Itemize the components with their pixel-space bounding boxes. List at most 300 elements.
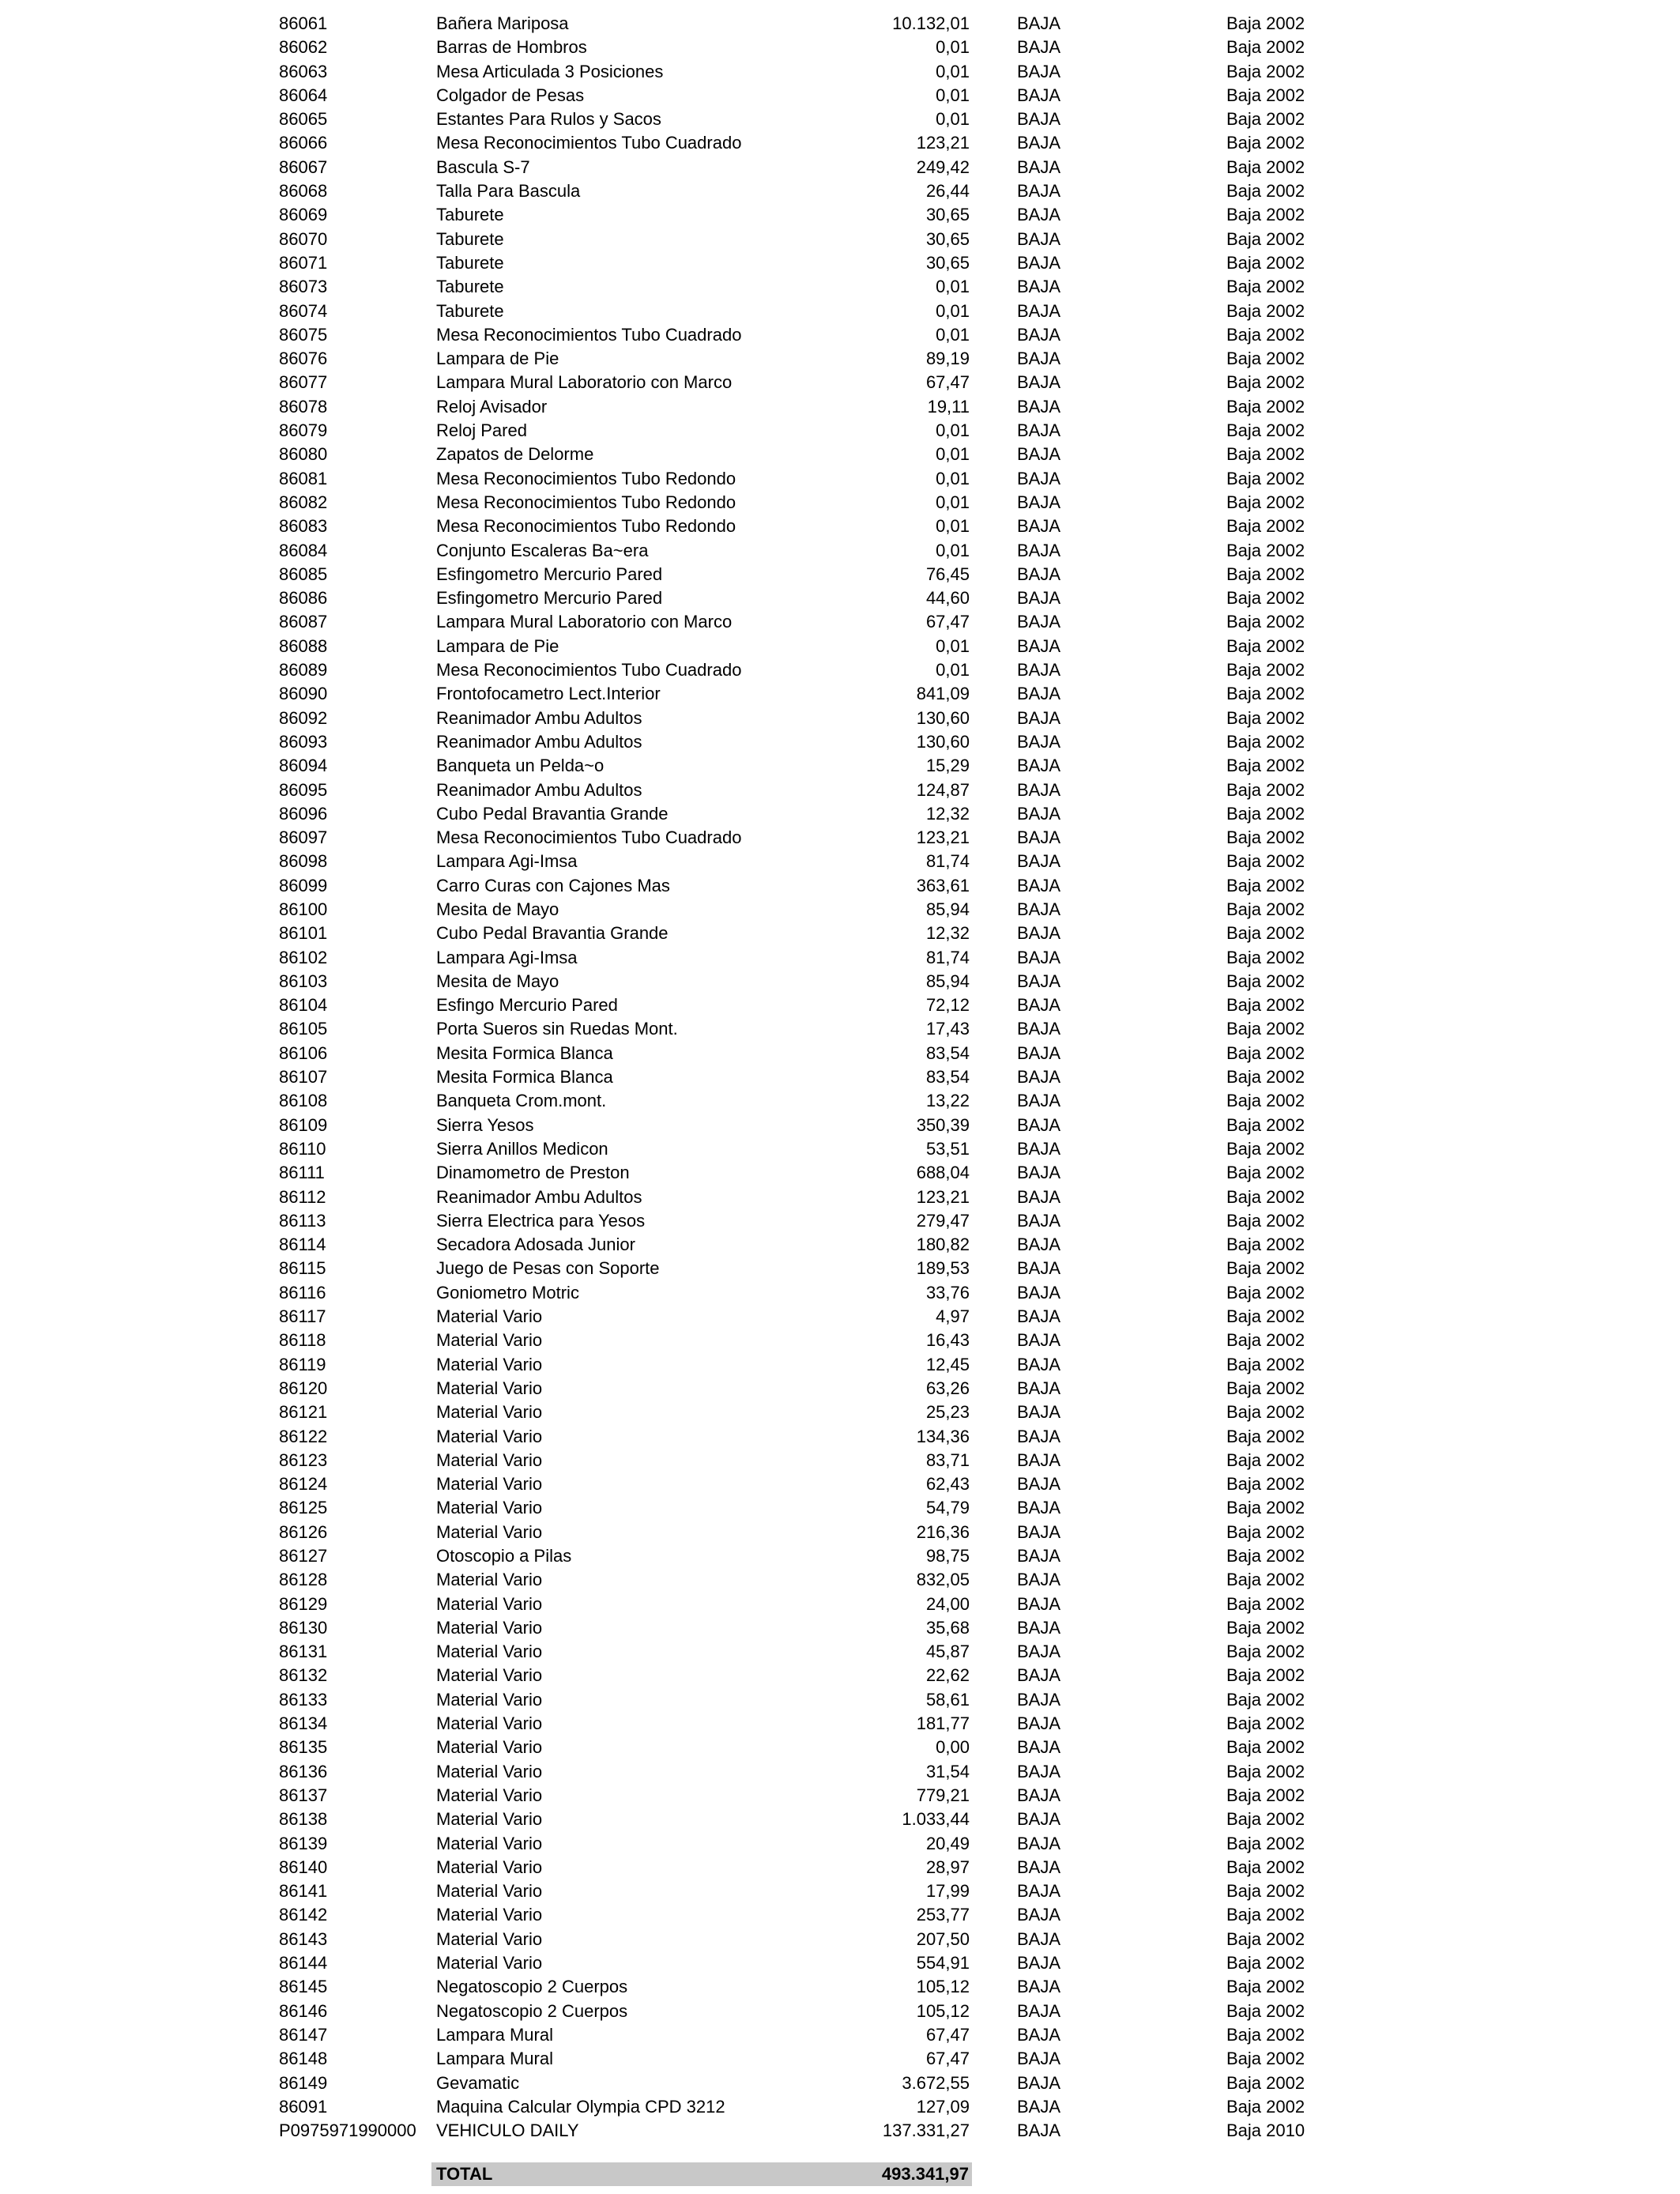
asset-code: 86100	[279, 899, 328, 919]
asset-code: 86121	[279, 1402, 328, 1423]
asset-note: Baja 2002	[1226, 300, 1305, 321]
asset-value: 0,01	[936, 61, 970, 81]
asset-description: Talla Para Bascula	[436, 181, 581, 202]
asset-note: Baja 2002	[1226, 1713, 1305, 1734]
asset-description: Reanimador Ambu Adultos	[436, 779, 642, 800]
asset-status: BAJA	[1017, 1282, 1061, 1302]
asset-status: BAJA	[1017, 2096, 1061, 2117]
asset-status: BAJA	[1017, 1593, 1061, 1614]
asset-status: BAJA	[1017, 420, 1061, 441]
table-row	[0, 300, 1680, 323]
asset-description: Bañera Mariposa	[436, 13, 569, 33]
asset-value: 81,74	[925, 851, 970, 872]
asset-status: BAJA	[1017, 1449, 1061, 1470]
asset-description: Gevamatic	[436, 2072, 520, 2093]
asset-note: Baja 2002	[1226, 1402, 1305, 1423]
asset-description: Material Vario	[436, 1593, 543, 1614]
asset-description: Material Vario	[436, 1330, 543, 1351]
asset-description: Otoscopio a Pilas	[436, 1546, 572, 1566]
asset-code: 86118	[279, 1330, 326, 1351]
asset-description: Material Vario	[436, 1426, 543, 1446]
asset-value: 67,47	[925, 2024, 970, 2045]
asset-code: 86125	[279, 1498, 328, 1518]
asset-value: 189,53	[916, 1258, 970, 1279]
asset-code: 86084	[279, 540, 328, 560]
asset-value: 4,97	[936, 1306, 970, 1327]
asset-note: Baja 2002	[1226, 13, 1305, 33]
asset-value: 123,21	[916, 827, 970, 848]
table-row	[0, 107, 1680, 131]
asset-code: 86066	[279, 133, 328, 153]
asset-note: Baja 2002	[1226, 1210, 1305, 1231]
table-row	[0, 156, 1680, 179]
asset-code: 86120	[279, 1378, 328, 1398]
asset-value: 33,76	[925, 1282, 970, 1302]
table-row	[0, 1017, 1680, 1041]
asset-note: Baja 2002	[1226, 468, 1305, 488]
table-row	[0, 1329, 1680, 1352]
table-row	[0, 275, 1680, 299]
asset-value: 72,12	[925, 995, 970, 1016]
asset-status: BAJA	[1017, 1402, 1061, 1423]
asset-status: BAJA	[1017, 899, 1061, 919]
asset-code: 86064	[279, 85, 328, 105]
asset-value: 62,43	[925, 1474, 970, 1495]
asset-note: Baja 2002	[1226, 324, 1305, 345]
asset-value: 17,43	[925, 1019, 970, 1039]
asset-status: BAJA	[1017, 252, 1061, 273]
asset-value: 105,12	[916, 1977, 970, 1997]
asset-description: Lampara Mural Laboratorio con Marco	[436, 372, 733, 393]
asset-value: 10.132,01	[892, 13, 970, 33]
asset-description: Lampara Mural	[436, 2024, 553, 2045]
asset-status: BAJA	[1017, 2049, 1061, 2069]
asset-status: BAJA	[1017, 156, 1061, 177]
asset-code: 86104	[279, 995, 328, 1016]
asset-value: 779,21	[916, 1785, 970, 1805]
table-row	[0, 922, 1680, 945]
asset-status: BAJA	[1017, 995, 1061, 1016]
asset-value: 26,44	[925, 181, 970, 202]
asset-code: 86106	[279, 1042, 328, 1063]
asset-note: Baja 2002	[1226, 995, 1305, 1016]
asset-description: Material Vario	[436, 1785, 543, 1805]
asset-code: 86138	[279, 1809, 328, 1830]
table-row	[0, 850, 1680, 873]
asset-note: Baja 2002	[1226, 923, 1305, 944]
table-row	[0, 419, 1680, 443]
asset-note: Baja 2002	[1226, 1330, 1305, 1351]
asset-note: Baja 2002	[1226, 1138, 1305, 1159]
asset-status: BAJA	[1017, 205, 1061, 225]
asset-value: 12,45	[925, 1354, 970, 1374]
asset-status: BAJA	[1017, 1067, 1061, 1088]
asset-description: Mesa Reconocimientos Tubo Redondo	[436, 516, 736, 537]
asset-value: 105,12	[916, 2000, 970, 2021]
table-row	[0, 1281, 1680, 1305]
table-row	[0, 610, 1680, 634]
table-row	[0, 1593, 1680, 1616]
table-row	[0, 515, 1680, 538]
asset-value: 20,49	[925, 1833, 970, 1853]
asset-value: 0,01	[936, 277, 970, 297]
asset-status: BAJA	[1017, 1042, 1061, 1063]
asset-note: Baja 2002	[1226, 1235, 1305, 1255]
asset-description: Juego de Pesas con Soporte	[436, 1258, 660, 1279]
asset-code: 86122	[279, 1426, 328, 1446]
table-row	[0, 586, 1680, 610]
asset-note: Baja 2002	[1226, 181, 1305, 202]
asset-code: 86128	[279, 1570, 328, 1590]
asset-description: Sierra Yesos	[436, 1114, 534, 1135]
table-row	[0, 2023, 1680, 2047]
asset-code: 86078	[279, 396, 328, 417]
asset-note: Baja 2002	[1226, 492, 1305, 512]
table-row	[0, 12, 1680, 36]
asset-status: BAJA	[1017, 1665, 1061, 1686]
table-row	[0, 347, 1680, 371]
table-row	[0, 563, 1680, 586]
asset-value: 0,01	[936, 85, 970, 105]
asset-status: BAJA	[1017, 1928, 1061, 1949]
asset-status: BAJA	[1017, 1953, 1061, 1973]
table-row	[0, 874, 1680, 898]
asset-status: BAJA	[1017, 1905, 1061, 1925]
asset-value: 0,01	[936, 444, 970, 465]
asset-value: 17,99	[925, 1881, 970, 1902]
asset-note: Baja 2002	[1226, 1354, 1305, 1374]
asset-description: Mesita de Mayo	[436, 899, 559, 919]
asset-code: 86116	[279, 1282, 326, 1302]
asset-note: Baja 2002	[1226, 1761, 1305, 1781]
asset-description: Taburete	[436, 300, 504, 321]
asset-code: 86130	[279, 1617, 328, 1638]
asset-description: Lampara de Pie	[436, 349, 559, 369]
asset-status: BAJA	[1017, 228, 1061, 249]
table-row	[0, 1137, 1680, 1161]
asset-value: 0,01	[936, 420, 970, 441]
asset-code: 86089	[279, 660, 328, 680]
asset-status: BAJA	[1017, 1474, 1061, 1495]
asset-status: BAJA	[1017, 971, 1061, 991]
asset-description: Mesa Articulada 3 Posiciones	[436, 61, 664, 81]
table-row	[0, 1305, 1680, 1329]
table-row	[0, 682, 1680, 706]
asset-code: 86129	[279, 1593, 328, 1614]
asset-value: 63,26	[925, 1378, 970, 1398]
asset-note: Baja 2002	[1226, 1186, 1305, 1207]
asset-description: Frontofocametro Lect.Interior	[436, 684, 661, 704]
asset-value: 16,43	[925, 1330, 970, 1351]
asset-note: Baja 2002	[1226, 516, 1305, 537]
asset-description: Mesita Formica Blanca	[436, 1067, 613, 1088]
asset-note: Baja 2002	[1226, 564, 1305, 584]
asset-description: Material Vario	[436, 1570, 543, 1590]
table-row	[0, 1928, 1680, 1951]
asset-status: BAJA	[1017, 37, 1061, 58]
asset-note: Baja 2010	[1226, 2120, 1305, 2141]
asset-description: Material Vario	[436, 1953, 543, 1973]
asset-value: 124,87	[916, 779, 970, 800]
asset-code: 86085	[279, 564, 328, 584]
asset-value: 85,94	[925, 899, 970, 919]
asset-status: BAJA	[1017, 133, 1061, 153]
asset-status: BAJA	[1017, 1114, 1061, 1135]
asset-code: 86067	[279, 156, 328, 177]
asset-note: Baja 2002	[1226, 372, 1305, 393]
asset-value: 216,36	[916, 1521, 970, 1542]
asset-description: Taburete	[436, 228, 504, 249]
asset-code: 86145	[279, 1977, 328, 1997]
asset-note: Baja 2002	[1226, 947, 1305, 967]
asset-status: BAJA	[1017, 13, 1061, 33]
asset-description: Banqueta un Pelda~o	[436, 756, 605, 776]
asset-description: VEHICULO DAILY	[436, 2120, 579, 2141]
table-row	[0, 1856, 1680, 1879]
asset-code: 86117	[279, 1306, 326, 1327]
asset-code: 86103	[279, 971, 328, 991]
asset-code: 86119	[279, 1354, 326, 1374]
asset-code: 86088	[279, 635, 328, 656]
table-row	[0, 179, 1680, 203]
table-row	[0, 36, 1680, 59]
asset-note: Baja 2002	[1226, 1689, 1305, 1710]
table-row	[0, 1832, 1680, 1856]
asset-status: BAJA	[1017, 444, 1061, 465]
asset-value: 83,54	[925, 1042, 970, 1063]
asset-description: Zapatos de Delorme	[436, 444, 594, 465]
table-row	[0, 1377, 1680, 1400]
asset-value: 85,94	[925, 971, 970, 991]
asset-status: BAJA	[1017, 61, 1061, 81]
asset-note: Baja 2002	[1226, 444, 1305, 465]
asset-note: Baja 2002	[1226, 2024, 1305, 2045]
asset-value: 19,11	[927, 396, 970, 417]
asset-code: 86132	[279, 1665, 328, 1686]
asset-description: Banqueta Crom.mont.	[436, 1091, 607, 1111]
asset-code: 86091	[279, 2096, 328, 2117]
asset-status: BAJA	[1017, 540, 1061, 560]
asset-status: BAJA	[1017, 1809, 1061, 1830]
asset-value: 137.331,27	[882, 2120, 970, 2141]
asset-code: 86102	[279, 947, 328, 967]
asset-description: Mesa Reconocimientos Tubo Redondo	[436, 468, 736, 488]
asset-note: Baja 2002	[1226, 1521, 1305, 1542]
asset-note: Baja 2002	[1226, 756, 1305, 776]
asset-note: Baja 2002	[1226, 252, 1305, 273]
asset-description: Reanimador Ambu Adultos	[436, 1186, 642, 1207]
asset-status: BAJA	[1017, 756, 1061, 776]
asset-note: Baja 2002	[1226, 133, 1305, 153]
asset-note: Baja 2002	[1226, 707, 1305, 728]
asset-status: BAJA	[1017, 707, 1061, 728]
table-row	[0, 1975, 1680, 1999]
asset-value: 24,00	[925, 1593, 970, 1614]
asset-status: BAJA	[1017, 1785, 1061, 1805]
asset-description: Material Vario	[436, 1378, 543, 1398]
asset-status: BAJA	[1017, 947, 1061, 967]
asset-status: BAJA	[1017, 1091, 1061, 1111]
asset-description: Sierra Electrica para Yesos	[436, 1210, 646, 1231]
asset-description: Reanimador Ambu Adultos	[436, 731, 642, 752]
table-row	[0, 323, 1680, 347]
table-row	[0, 635, 1680, 658]
asset-note: Baja 2002	[1226, 2000, 1305, 2021]
table-row	[0, 228, 1680, 251]
table-row	[0, 1544, 1680, 1568]
asset-description: Cubo Pedal Bravantia Grande	[436, 803, 669, 824]
table-row	[0, 395, 1680, 419]
asset-code: 86141	[279, 1881, 328, 1902]
table-row	[0, 1640, 1680, 1664]
asset-status: BAJA	[1017, 2072, 1061, 2093]
asset-description: Material Vario	[436, 1881, 543, 1902]
asset-description: Mesa Reconocimientos Tubo Cuadrado	[436, 324, 742, 345]
table-row	[0, 826, 1680, 850]
asset-value: 3.672,55	[902, 2072, 970, 2093]
asset-note: Baja 2002	[1226, 1665, 1305, 1686]
asset-code: 86101	[279, 923, 328, 944]
table-row	[0, 1209, 1680, 1233]
table-row	[0, 2047, 1680, 2071]
asset-note: Baja 2002	[1226, 37, 1305, 58]
asset-status: BAJA	[1017, 181, 1061, 202]
asset-value: 279,47	[916, 1210, 970, 1231]
asset-status: BAJA	[1017, 1210, 1061, 1231]
asset-note: Baja 2002	[1226, 396, 1305, 417]
table-row	[0, 1496, 1680, 1520]
table-row	[0, 754, 1680, 778]
asset-code: P0975971990000	[279, 2120, 416, 2141]
asset-code: 86113	[279, 1210, 326, 1231]
asset-note: Baja 2002	[1226, 2049, 1305, 2069]
asset-description: Lampara Mural Laboratorio con Marco	[436, 612, 733, 632]
asset-value: 130,60	[916, 707, 970, 728]
table-row	[0, 898, 1680, 922]
asset-code: 86081	[279, 468, 328, 488]
total-label: TOTAL	[436, 2164, 493, 2184]
asset-status: BAJA	[1017, 1857, 1061, 1877]
asset-description: Reloj Avisador	[436, 396, 548, 417]
asset-note: Baja 2002	[1226, 971, 1305, 991]
asset-status: BAJA	[1017, 1617, 1061, 1638]
asset-value: 35,68	[925, 1617, 970, 1638]
asset-status: BAJA	[1017, 731, 1061, 752]
asset-code: 86110	[279, 1138, 326, 1159]
asset-value: 30,65	[925, 252, 970, 273]
table-row	[0, 1233, 1680, 1257]
asset-code: 86137	[279, 1785, 328, 1805]
asset-status: BAJA	[1017, 1761, 1061, 1781]
table-row	[0, 371, 1680, 394]
asset-note: Baja 2002	[1226, 156, 1305, 177]
asset-status: BAJA	[1017, 1737, 1061, 1758]
asset-note: Baja 2002	[1226, 1953, 1305, 1973]
asset-code: 86069	[279, 205, 328, 225]
table-row	[0, 1257, 1680, 1280]
asset-code: 86082	[279, 492, 328, 512]
table-row	[0, 1808, 1680, 1831]
asset-code: 86063	[279, 61, 328, 81]
asset-value: 58,61	[925, 1689, 970, 1710]
asset-value: 0,01	[936, 109, 970, 130]
asset-code: 86140	[279, 1857, 328, 1877]
asset-description: Material Vario	[436, 1665, 543, 1686]
asset-value: 123,21	[916, 1186, 970, 1207]
table-row	[0, 658, 1680, 682]
asset-status: BAJA	[1017, 684, 1061, 704]
asset-status: BAJA	[1017, 1354, 1061, 1374]
asset-description: Material Vario	[436, 1809, 543, 1830]
asset-description: Mesa Reconocimientos Tubo Cuadrado	[436, 660, 742, 680]
asset-description: Material Vario	[436, 1833, 543, 1853]
asset-value: 67,47	[925, 372, 970, 393]
table-row	[0, 1042, 1680, 1065]
asset-status: BAJA	[1017, 1498, 1061, 1518]
asset-description: Material Vario	[436, 1354, 543, 1374]
asset-status: BAJA	[1017, 564, 1061, 584]
asset-code: 86127	[279, 1546, 328, 1566]
asset-value: 180,82	[916, 1235, 970, 1255]
asset-note: Baja 2002	[1226, 1163, 1305, 1183]
table-row	[0, 946, 1680, 970]
asset-description: Material Vario	[436, 1474, 543, 1495]
asset-value: 554,91	[916, 1953, 970, 1973]
asset-code: 86073	[279, 277, 328, 297]
asset-description: Taburete	[436, 277, 504, 297]
asset-description: Material Vario	[436, 1737, 543, 1758]
asset-value: 253,77	[916, 1905, 970, 1925]
table-row	[0, 993, 1680, 1017]
asset-description: Material Vario	[436, 1617, 543, 1638]
asset-value: 350,39	[916, 1114, 970, 1135]
asset-note: Baja 2002	[1226, 1449, 1305, 1470]
table-row	[0, 443, 1680, 466]
asset-note: Baja 2002	[1226, 1857, 1305, 1877]
asset-description: Cubo Pedal Bravantia Grande	[436, 923, 669, 944]
asset-status: BAJA	[1017, 803, 1061, 824]
asset-status: BAJA	[1017, 85, 1061, 105]
asset-status: BAJA	[1017, 1163, 1061, 1183]
asset-value: 181,77	[916, 1713, 970, 1734]
asset-code: 86147	[279, 2024, 328, 2045]
asset-value: 0,01	[936, 660, 970, 680]
asset-status: BAJA	[1017, 1378, 1061, 1398]
asset-code: 86070	[279, 228, 328, 249]
asset-note: Baja 2002	[1226, 731, 1305, 752]
asset-value: 0,01	[936, 324, 970, 345]
asset-value: 123,21	[916, 133, 970, 153]
asset-note: Baja 2002	[1226, 1306, 1305, 1327]
asset-description: Secadora Adosada Junior	[436, 1235, 635, 1255]
asset-value: 22,62	[925, 1665, 970, 1686]
asset-code: 86126	[279, 1521, 328, 1542]
asset-description: Colgador de Pesas	[436, 85, 585, 105]
asset-note: Baja 2002	[1226, 827, 1305, 848]
asset-description: Carro Curas con Cajones Mas	[436, 875, 670, 895]
asset-code: 86131	[279, 1642, 328, 1662]
table-row	[0, 491, 1680, 515]
asset-value: 12,32	[925, 803, 970, 824]
table-row	[0, 1449, 1680, 1472]
asset-description: Material Vario	[436, 1498, 543, 1518]
asset-code: 86139	[279, 1833, 328, 1853]
asset-code: 86105	[279, 1019, 328, 1039]
asset-code: 86099	[279, 875, 328, 895]
asset-description: Taburete	[436, 252, 504, 273]
table-row	[0, 2095, 1680, 2119]
asset-status: BAJA	[1017, 300, 1061, 321]
